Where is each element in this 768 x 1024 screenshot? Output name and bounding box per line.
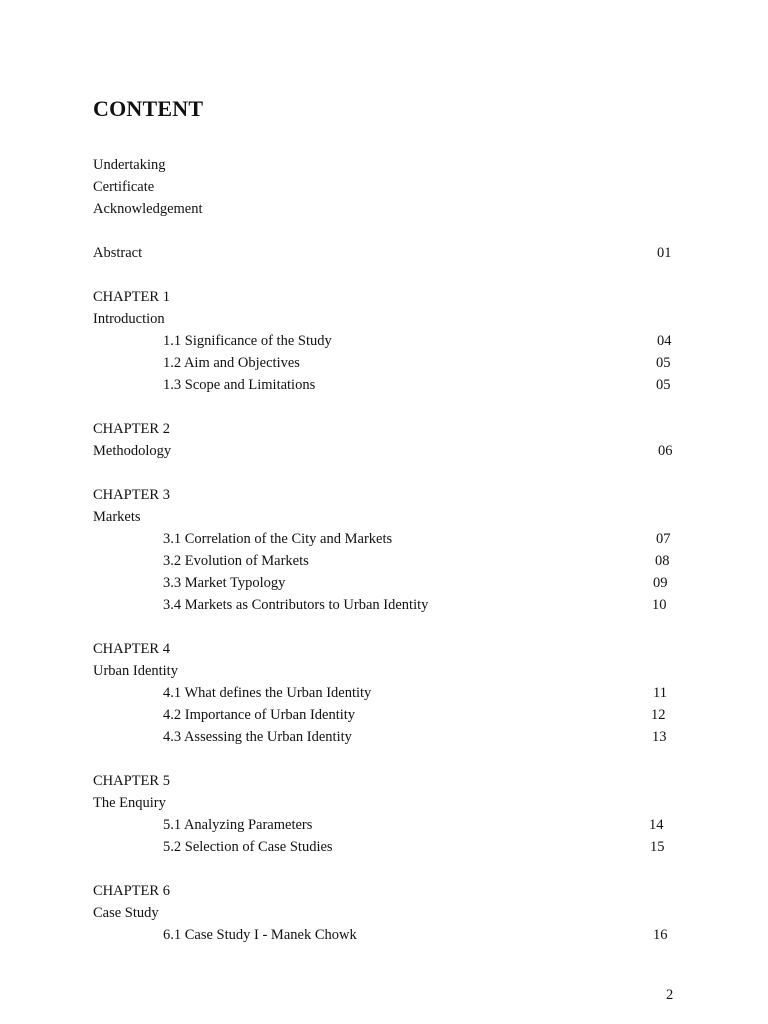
chapter-heading: CHAPTER 6 [93,883,170,899]
toc-section-entry [93,814,683,836]
toc-entry-acknowledgement [93,198,683,220]
toc-entry-label: Certificate [93,179,155,195]
toc-entry-label: Acknowledgement [93,201,203,217]
toc-section-entry [93,704,683,726]
spacer [93,748,683,770]
toc-section-label: 5.1 Analyzing Parameters [163,817,313,833]
toc-page-number: 16 [653,927,668,943]
toc-page-number: 05 [656,355,671,371]
chapter-title: Case Study [93,905,159,921]
chapter-title: Methodology 06 [93,440,683,462]
toc-section-entry [93,528,683,550]
toc-section-label: 4.2 Importance of Urban Identity [163,707,356,723]
toc-page-number: 06 [658,443,673,459]
toc-entry-certificate [93,176,683,198]
toc-section-entry [93,682,683,704]
chapter-heading: CHAPTER 4 [93,641,170,657]
toc-section-label: 3.4 Markets as Contributors to Urban Identity [163,597,429,613]
toc-section-entry [93,330,683,352]
toc-entry-label: Abstract [93,245,143,261]
chapter-heading: CHAPTER 2 [93,421,170,437]
toc-section-label: 3.2 Evolution of Markets [163,553,309,569]
toc-section-label: 3.3 Market Typology [163,575,286,591]
toc-section-entry [93,836,683,858]
toc-section-label: 1.1 Significance of the Study [163,333,332,349]
page-footer-number: 2 [666,987,674,1003]
toc-section-entry [93,924,683,946]
toc-section-label: 1.2 Aim and Objectives [163,355,300,371]
toc-page-number: 04 [657,333,672,349]
spacer [93,220,683,242]
toc-section-entry [93,374,683,396]
toc-section-entry [93,726,683,748]
toc-section-label: 5.2 Selection of Case Studies [163,839,333,855]
toc-section-entry [93,550,683,572]
toc-page-number: 07 [656,531,671,547]
toc-page-number: 13 [652,729,667,745]
toc-section-entry [93,594,683,616]
chapter-heading: CHAPTER 3 [93,487,170,503]
toc-page-number: 11 [653,685,667,701]
toc-page-number: 12 [651,707,666,723]
chapter-heading: CHAPTER 1 [93,289,170,305]
toc-section-label: 6.1 Case Study I - Manek Chowk [163,927,357,943]
spacer [93,396,683,418]
toc-section-entry [93,352,683,374]
toc-section-entry [93,572,683,594]
toc-page-number: 08 [655,553,670,569]
toc-section-label: 4.1 What defines the Urban Identity [163,685,372,701]
toc-page-number: 14 [649,817,664,833]
toc-section-label: 1.3 Scope and Limitations [163,377,316,393]
toc-page-number: 09 [653,575,668,591]
chapter-title: The Enquiry [93,795,166,811]
chapter-title: Markets [93,509,141,525]
toc-section-label: 4.3 Assessing the Urban Identity [163,729,352,745]
toc-page-number: 01 [657,245,672,261]
spacer [93,616,683,638]
chapter-heading: CHAPTER 5 [93,773,170,789]
chapter-title: Urban Identity [93,663,178,679]
chapter-title: Introduction [93,311,165,327]
toc-section-label: 3.1 Correlation of the City and Markets [163,531,393,547]
toc-page-number: 05 [656,377,671,393]
toc-page-number: 15 [650,839,665,855]
toc-entry-abstract [93,242,683,264]
toc-entry-label: Undertaking [93,157,166,173]
spacer [93,462,683,484]
toc-page-number: 10 [652,597,667,613]
page-title: CONTENT [93,96,204,121]
spacer [93,858,683,880]
toc-entry-undertaking [93,154,683,176]
spacer [93,264,683,286]
table-of-contents [93,154,683,946]
